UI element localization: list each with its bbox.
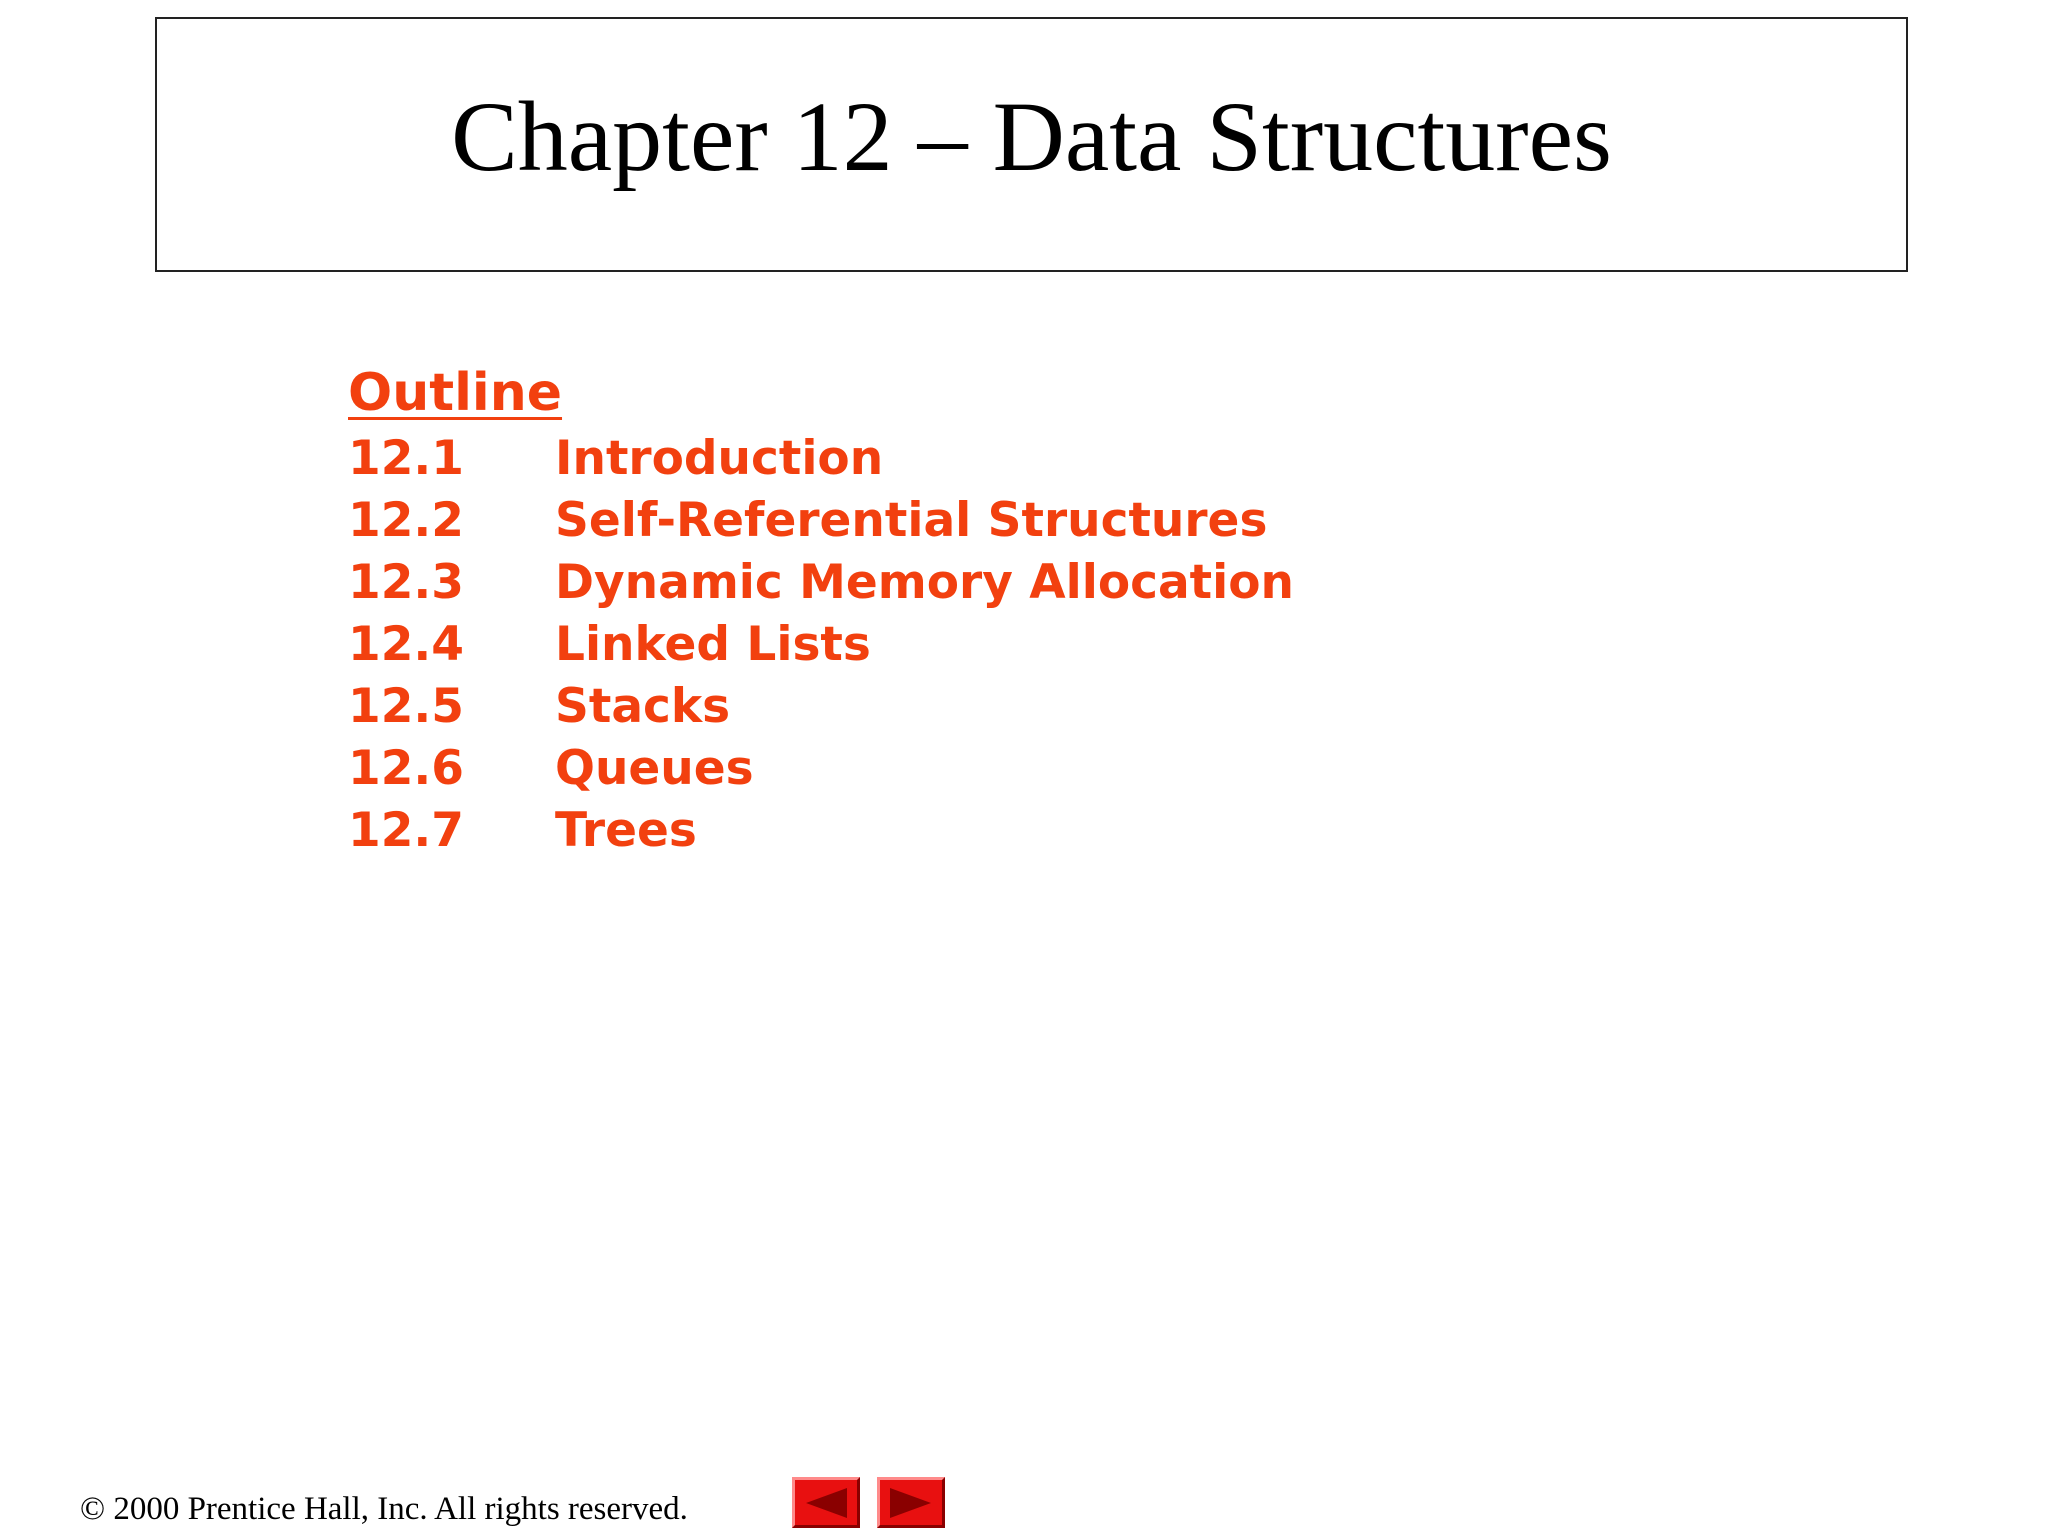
outline-item-label: Stacks — [555, 679, 731, 734]
outline-item-label: Linked Lists — [555, 617, 871, 672]
outline-item-label: Dynamic Memory Allocation — [555, 555, 1295, 610]
copyright-notice: © 2000 Prentice Hall, Inc. All rights reserved. — [80, 1491, 688, 1527]
previous-slide-button[interactable] — [792, 1477, 860, 1528]
outline-item-number: 12.4 — [348, 617, 464, 672]
outline-heading: Outline — [348, 363, 563, 423]
outline-item-number: 12.3 — [348, 555, 464, 610]
slide-title: Chapter 12 – Data Structures — [451, 80, 1612, 192]
outline-item — [348, 800, 1294, 862]
outline-item-number: 12.1 — [348, 431, 464, 486]
outline-section — [348, 358, 1294, 862]
outline-item-label: Self-Referential Structures — [555, 493, 1268, 548]
outline-item-label: Trees — [555, 803, 697, 858]
outline-item — [348, 614, 1294, 676]
slide-title-box — [155, 17, 1908, 272]
triangle-right-icon — [888, 1486, 934, 1520]
outline-list — [348, 428, 1294, 862]
outline-item-number: 12.6 — [348, 741, 464, 796]
outline-item — [348, 676, 1294, 738]
outline-item — [348, 552, 1294, 614]
outline-item — [348, 428, 1294, 490]
outline-item-number: 12.7 — [348, 803, 464, 858]
outline-item — [348, 738, 1294, 800]
triangle-left-icon — [803, 1486, 849, 1520]
outline-item-label: Queues — [555, 741, 754, 796]
outline-item-number: 12.5 — [348, 679, 464, 734]
outline-item — [348, 490, 1294, 552]
outline-item-number: 12.2 — [348, 493, 464, 548]
next-slide-button[interactable] — [877, 1477, 945, 1528]
outline-item-label: Introduction — [555, 431, 884, 486]
